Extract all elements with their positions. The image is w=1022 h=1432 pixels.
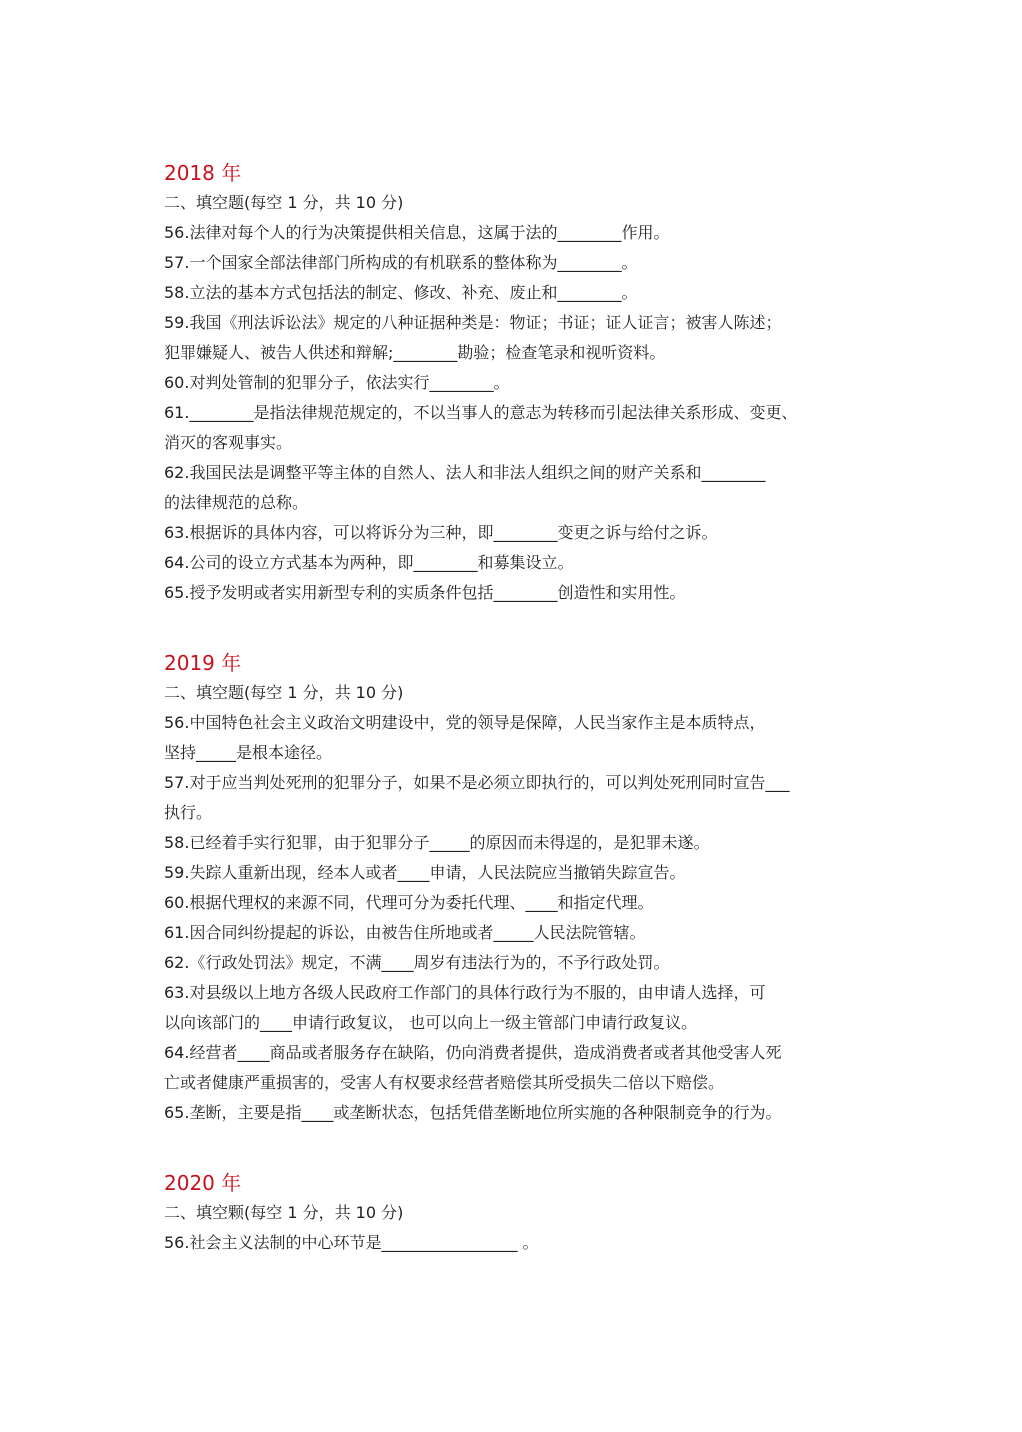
question-line: 执行。 <box>164 803 213 822</box>
question-line: 56.中国特色社会主义政治文明建设中，党的领导是保障，人民当家作主是本质特点， <box>164 713 766 732</box>
question-line: 59.失踪人重新出现，经本人或者____申请，人民法院应当撤销失踪宣告。 <box>164 863 686 882</box>
question-line: 56.法律对每个人的行为决策提供相关信息，这属于法的________作用。 <box>164 223 670 242</box>
question-line: 60.根据代理权的来源不同，代理可分为委托代理、____和指定代理。 <box>164 893 654 912</box>
section-heading: 二、填空题(每空 1 分，共 10 分) <box>164 683 404 702</box>
question-line: 64.公司的设立方式基本为两种，即________和募集设立。 <box>164 553 574 572</box>
question-line: 63.对县级以上地方各级人民政府工作部门的具体行政行为不服的，由申请人选择，可 <box>164 983 766 1002</box>
question-line: 57.一个国家全部法律部门所构成的有机联系的整体称为________。 <box>164 253 638 272</box>
question-line: 61.________是指法律规范规定的，不以当事人的意志为转移而引起法律关系形成、变更、 <box>164 403 798 422</box>
question-line: 57.对于应当判处死刑的犯罪分子，如果不是必须立即执行的，可以判处死刑同时宣告___ <box>164 773 790 792</box>
question-line: 58.立法的基本方式包括法的制定、修改、补充、废止和________。 <box>164 283 638 302</box>
year-title: 2018 年 <box>164 161 242 185</box>
question-line: 63.根据诉的具体内容，可以将诉分为三种，即________变更之诉与给付之诉。 <box>164 523 718 542</box>
question-line: 56.社会主义法制的中心环节是_________________ 。 <box>164 1233 539 1252</box>
question-line: 59.我国《刑法诉讼法》规定的八种证据种类是：物证；书证；证人证言；被害人陈述； <box>164 313 782 332</box>
question-line: 亡或者健康严重损害的，受害人有权要求经营者赔偿其所受损失二倍以下赔偿。 <box>164 1073 725 1092</box>
section-2020 <box>164 1168 864 1258</box>
question-line: 以向该部门的____申请行政复议， 也可以向上一级主管部门申请行政复议。 <box>164 1013 698 1032</box>
section-heading: 二、填空颗(每空 1 分，共 10 分) <box>164 1203 404 1222</box>
question-line: 61.因合同纠纷提起的诉讼，由被告住所地或者_____人民法院管辖。 <box>164 923 646 942</box>
question-line: 犯罪嫌疑人、被告人供述和辩解;________勘验；检查笔录和视听资料。 <box>164 343 666 362</box>
year-title: 2020 年 <box>164 1171 242 1195</box>
question-line: 坚持_____是根本途径。 <box>164 743 333 762</box>
question-line: 消灭的客观事实。 <box>164 433 293 452</box>
question-line: 65.授予发明或者实用新型专利的实质条件包括________创造性和实用性。 <box>164 583 686 602</box>
question-line: 60.对判处管制的犯罪分子，依法实行________。 <box>164 373 510 392</box>
document-page <box>164 158 864 1258</box>
section-heading: 二、填空题(每空 1 分，共 10 分) <box>164 193 404 212</box>
section-2019 <box>164 648 864 1128</box>
question-line: 62.我国民法是调整平等主体的自然人、法人和非法人组织之间的财产关系和________ <box>164 463 766 482</box>
question-line: 的法律规范的总称。 <box>164 493 309 512</box>
question-line: 62.《行政处罚法》规定，不满____周岁有违法行为的，不予行政处罚。 <box>164 953 670 972</box>
question-line: 64.经营者____商品或者服务存在缺陷，仍向消费者提供，造成消费者或者其他受害人死 <box>164 1043 782 1062</box>
question-line: 65.垄断，主要是指____或垄断状态，包括凭借垄断地位所实施的各种限制竞争的行为。 <box>164 1103 782 1122</box>
year-title: 2019 年 <box>164 651 242 675</box>
question-line: 58.已经着手实行犯罪，由于犯罪分子_____的原因而未得逞的，是犯罪未遂。 <box>164 833 710 852</box>
section-2018 <box>164 158 864 608</box>
